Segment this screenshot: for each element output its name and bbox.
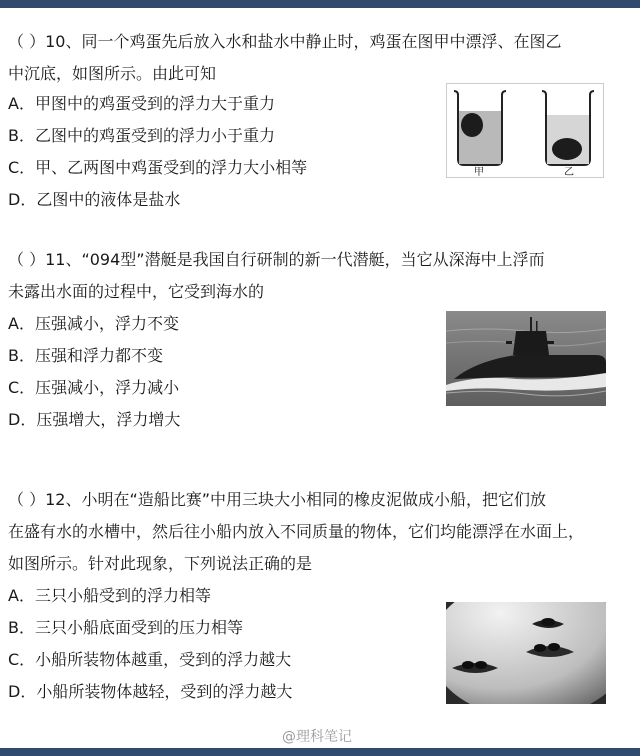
q11-stem-line-2: 未露出水面的过程中，它受到海水的 — [8, 282, 265, 301]
sunken-egg — [552, 138, 582, 160]
watermark: @理科笔记 — [282, 729, 352, 745]
q11-option-d[interactable]: D．压强增大，浮力增大 — [8, 410, 181, 429]
q10-stem-line-2: 中沉底，如图所示。由此可知 — [8, 64, 217, 83]
q10-stem-line-1: （ ）10、同一个鸡蛋先后放入水和盐水中静止时，鸡蛋在图甲中漂浮、在图乙 — [8, 32, 562, 51]
q12-option-d[interactable]: D．小船所装物体越轻，受到的浮力越大 — [8, 682, 293, 701]
q10-option-b[interactable]: B．乙图中的鸡蛋受到的浮力小于重力 — [8, 126, 275, 145]
bottom-border-bar — [0, 748, 640, 756]
q10-option-a[interactable]: A．甲图中的鸡蛋受到的浮力大于重力 — [8, 94, 275, 113]
top-border-bar — [0, 0, 640, 8]
q11-option-b[interactable]: B．压强和浮力都不变 — [8, 346, 163, 365]
q12-clay-boats-photo — [446, 602, 606, 704]
q12-option-a[interactable]: A．三只小船受到的浮力相等 — [8, 586, 211, 605]
q12-stem-line-2: 在盛有水的水槽中，然后往小船内放入不同质量的物体，它们均能漂浮在水面上， — [8, 522, 585, 541]
label-jia: 甲 — [474, 167, 484, 178]
floating-egg — [461, 113, 483, 137]
q10-egg-beakers-figure — [446, 83, 604, 178]
q11-option-c[interactable]: C．压强减小，浮力减小 — [8, 378, 180, 397]
q11-submarine-photo — [446, 311, 606, 406]
q12-stem-line-1: （ ）12、小明在“造船比赛”中用三块大小相同的橡皮泥做成小船，把它们放 — [8, 490, 547, 509]
label-yi: 乙 — [564, 167, 574, 178]
q12-option-c[interactable]: C．小船所装物体越重，受到的浮力越大 — [8, 650, 292, 669]
q10-option-d[interactable]: D．乙图中的液体是盐水 — [8, 190, 181, 209]
q11-stem-line-1: （ ）11、“094型”潜艇是我国自行研制的新一代潜艇，当它从深海中上浮而 — [8, 250, 545, 269]
q12-stem-line-3: 如图所示。针对此现象，下列说法正确的是 — [8, 554, 313, 573]
q11-option-a[interactable]: A．压强减小，浮力不变 — [8, 314, 179, 333]
q10-option-c[interactable]: C．甲、乙两图中鸡蛋受到的浮力大小相等 — [8, 158, 308, 177]
q12-option-b[interactable]: B．三只小船底面受到的压力相等 — [8, 618, 243, 637]
